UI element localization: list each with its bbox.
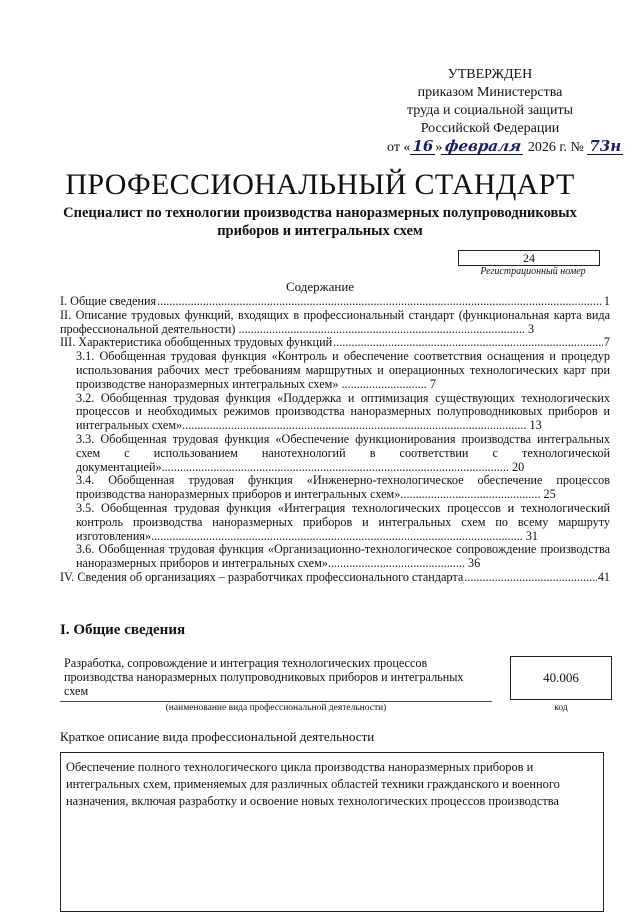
approval-month: февраля [441, 138, 525, 155]
section-title: I. Общие сведения [60, 622, 186, 638]
page-title: ПРОФЕССИОНАЛЬНЫЙ СТАНДАРТ [65, 168, 575, 201]
toc-item[interactable] [60, 571, 610, 585]
toc-item[interactable]: 3.6. Обобщенная трудовая функция «Организационно-технологическое сопровождение производства наноразмерных приборов и интегральных схем»............................................. 36 [76, 542, 610, 571]
registration-number-label: Регистрационный номер [480, 266, 586, 277]
toc-item-page: 3 [527, 321, 535, 336]
table-of-contents [60, 295, 610, 585]
toc-item-text: I. Общие сведения [60, 294, 157, 308]
approval-stamp [385, 66, 622, 157]
toc-item-text: III. Характеристика обобщенных трудовых функций [60, 335, 333, 350]
page-subtitle: Специалист по технологии производства наноразмерных полупроводниковых приборов и интегральных схем [63, 205, 577, 239]
toc-item-text: II. Описание трудовых функций, входящих в профессиональный стандарт (функциональная карта вида профессиональной деятельности) [60, 307, 610, 336]
toc-leader [464, 571, 597, 585]
toc-item[interactable] [60, 336, 610, 350]
toc-item-text: IV. Сведения об организациях – разработчиках профессионального стандарта [60, 569, 464, 584]
activity-code-box: 40.006 [510, 656, 612, 700]
approval-day: 16 [412, 137, 434, 155]
toc-item-text: 3.5. Обобщенная трудовая функция «Интеграция технологических процессов и технологический контроль производства наноразмерных приборов и интегральных схем по всему маршруту изготовления» [76, 500, 610, 543]
approval-date-prefix: от « [387, 140, 411, 155]
toc-leader [157, 295, 603, 309]
approval-line-ministry: труда и социальной защиты [407, 103, 573, 118]
toc-item[interactable]: 3.4. Обобщенная трудовая функция «Инженерно-технологическое обеспечение процессов производства наноразмерных приборов и интегральных схем».............................................. 25 [76, 473, 610, 502]
toc-item-text: 3.1. Обобщенная трудовая функция «Контроль и обеспечение соответствия оснащения и процедур использования рабочих мест требованиям маршрутных и операционных технологических карт при производстве наноразмерных интегральных схем» [76, 349, 610, 391]
approval-year: 2026 г. № [527, 140, 584, 155]
toc-item[interactable]: 3.1. Обобщенная трудовая функция «Контроль и обеспечение соответствия оснащения и процедур использования рабочих мест требованиям маршрутных и операционных технологических карт при производстве наноразмерных интегральных схем» ............................ 7 [76, 349, 610, 391]
toc-item[interactable]: 3.5. Обобщенная трудовая функция «Интеграция технологических процессов и технологический контроль производства наноразмерных приборов и интегральных схем по всему маршруту изготовления».......................................................................................................................... 31 [76, 500, 610, 543]
description-text: Обеспечение полного технологического цикла производства наноразмерных приборов и интегральных схем, применяемых для различных областей техники гражданского и военного назначения, включая разработку и освоение новых технологических процессов производства [66, 760, 560, 808]
approval-line-order: приказом Министерства [417, 85, 563, 100]
activity-name-label: (наименование вида профессиональной деятельности) [165, 703, 387, 713]
approval-date-line [385, 137, 622, 157]
activity-code-label: код [554, 703, 568, 713]
toc-item-text: 3.2. Обобщенная трудовая функция «Поддержка и оптимизация существующих технологических процессов и необходимых режимов производства наноразмерных полупроводниковых приборов и интегральных схем» [76, 390, 610, 433]
toc-item-text: 3.3. Обобщенная трудовая функция «Обеспечение функционирования производства интегральных схем с использованием нанотехнологий в соответствии с технологической документацией» [76, 431, 610, 474]
toc-item-page: 20 [511, 459, 525, 474]
toc-item-page: 7 [603, 335, 610, 350]
toc-item-page: 1 [603, 294, 610, 308]
toc-heading: Содержание [285, 279, 355, 294]
approval-heading: УТВЕРЖДЕН [447, 67, 533, 82]
toc-item[interactable]: 3.2. Обобщенная трудовая функция «Поддержка и оптимизация существующих технологических процессов и необходимых режимов производства наноразмерных полупроводниковых приборов и интегральных схем»................................................................................................................. 13 [76, 390, 610, 433]
approval-quote-close: » [435, 140, 443, 155]
toc-item[interactable] [60, 295, 610, 309]
registration-number-box: 24 [458, 250, 600, 266]
activity-underline [60, 701, 492, 702]
toc-leader [333, 336, 603, 350]
toc-item-page: 13 [529, 418, 542, 433]
approval-line-country: Российской Федерации [420, 121, 560, 136]
description-title: Краткое описание вида профессиональной деятельности [60, 729, 375, 744]
toc-item-text: 3.6. Обобщенная трудовая функция «Организационно-технологическое сопровождение производства наноразмерных приборов и интегральных схем» [76, 542, 610, 571]
approval-number: 73н [589, 137, 622, 155]
toc-item-page: 36 [468, 556, 481, 571]
toc-item[interactable]: 3.3. Обобщенная трудовая функция «Обеспечение функционирования производства интегральных схем с использованием нанотехнологий в соответствии с технологической документацией».................................................................................................................. 20 [76, 431, 610, 474]
toc-item[interactable]: II. Описание трудовых функций, входящих в профессиональный стандарт (функциональная карта вида профессиональной деятельности) .............................................................................................. 3 [60, 307, 610, 336]
activity-name: Разработка, сопровождение и интеграция технологических процессов производства наноразмерных полупроводниковых приборов и интегральных схем [64, 656, 464, 698]
toc-item-page: 7 [429, 376, 436, 391]
toc-item-page: 25 [543, 487, 556, 502]
toc-item-text: 3.4. Обобщенная трудовая функция «Инженерно-технологическое обеспечение процессов производства наноразмерных приборов и интегральных схем» [76, 473, 610, 502]
description-box [60, 752, 604, 912]
toc-item-page: 41 [597, 569, 610, 584]
toc-item-page: 31 [525, 528, 539, 543]
